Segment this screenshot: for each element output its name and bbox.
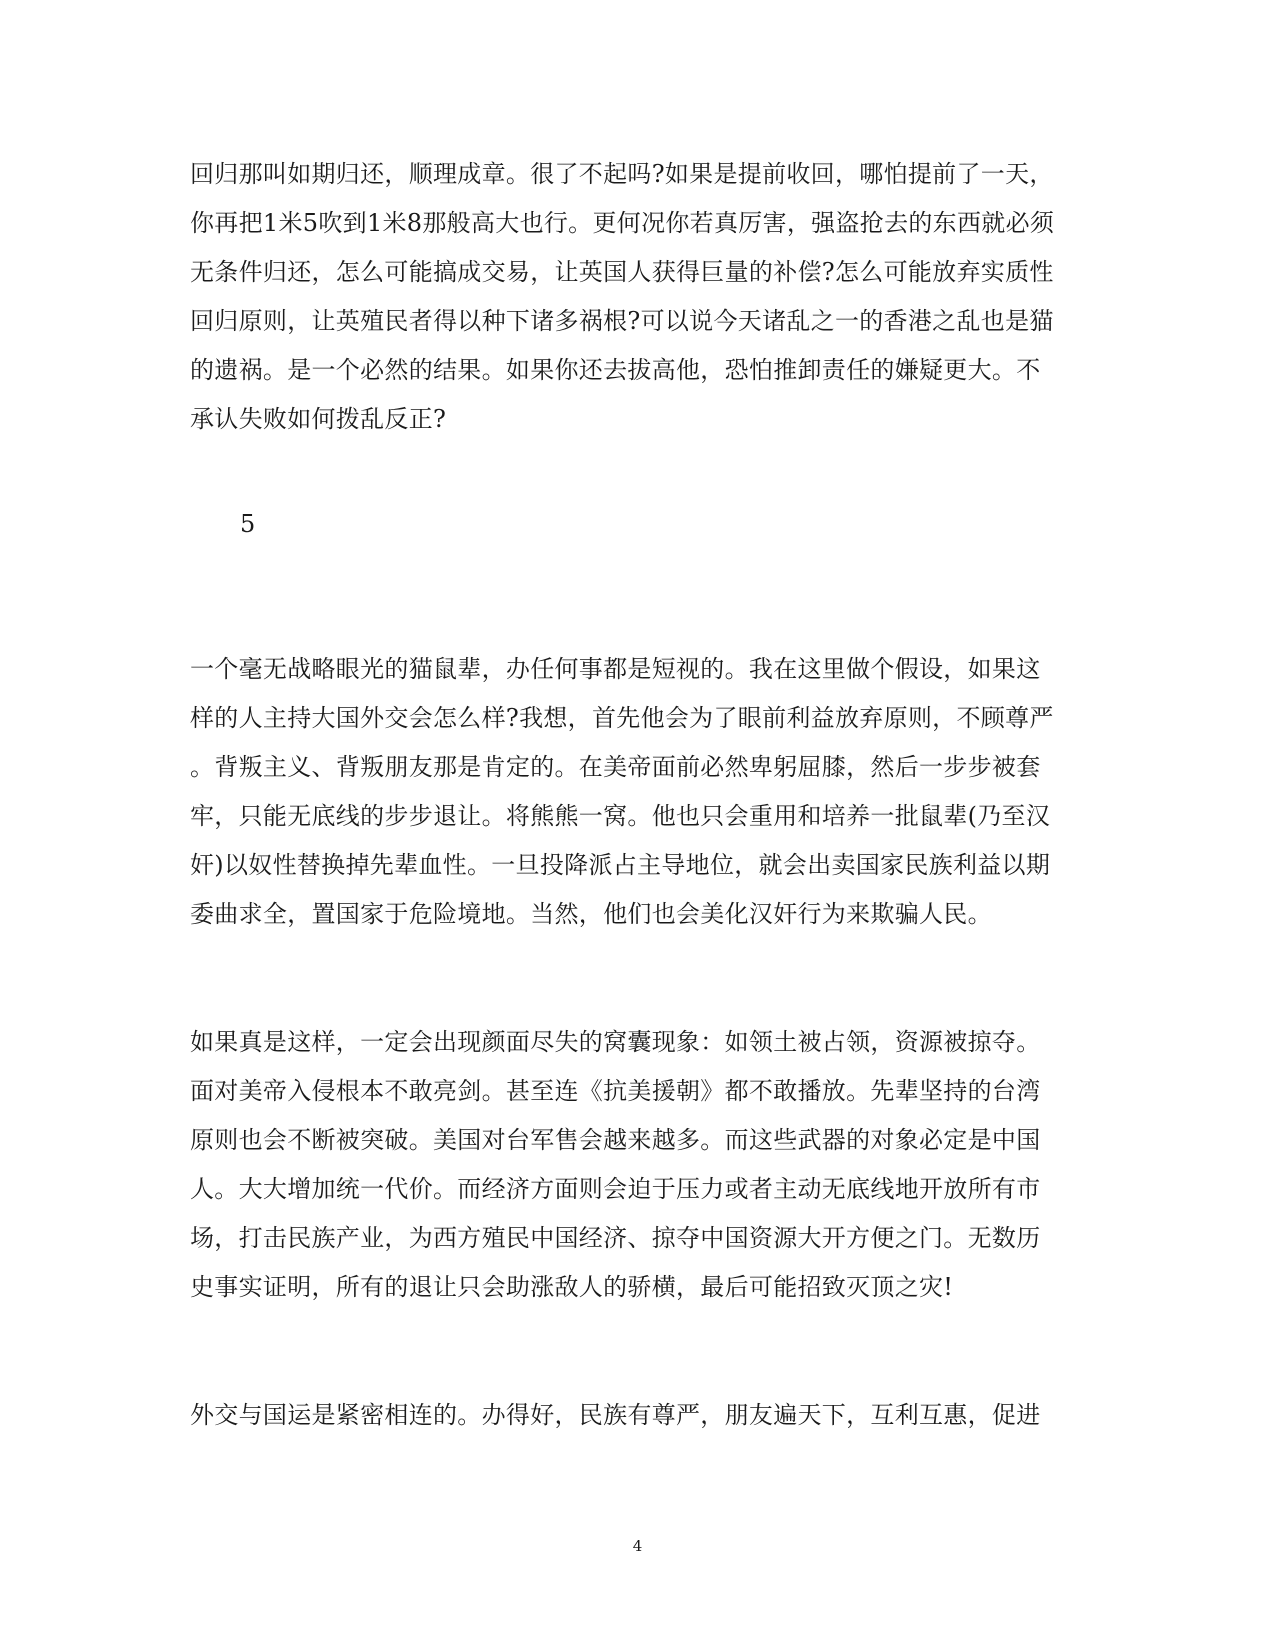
paragraph-3 (190, 1018, 1090, 1312)
paragraph-4 (190, 1391, 1090, 1440)
page-number: 4 (632, 1537, 643, 1555)
section-number: 5 (240, 510, 256, 538)
text-line: 一个毫无战略眼光的猫鼠辈，办任何事都是短视的。我在这里做个假设，如果这 (190, 655, 1041, 683)
text-line: 无条件归还，怎么可能搞成交易，让英国人获得巨量的补偿?怎么可能放弃实质性 (190, 258, 1054, 286)
text-line: 场，打击民族产业，为西方殖民中国经济、掠夺中国资源大开方便之门。无数历 (190, 1224, 1041, 1252)
text-line: 。背叛主义、背叛朋友那是肯定的。在美帝面前必然卑躬屈膝，然后一步步被套 (190, 753, 1041, 781)
text-line: 奸)以奴性替换掉先辈血性。一旦投降派占主导地位，就会出卖国家民族利益以期 (190, 851, 1051, 879)
text-line: 的遗祸。是一个必然的结果。如果你还去拔高他，恐怕推卸责任的嫌疑更大。不 (190, 356, 1041, 384)
paragraph-1 (190, 150, 1090, 444)
text-line: 你再把1米5吹到1米8那般高大也行。更何况你若真厉害，强盗抢去的东西就必须 (190, 209, 1055, 237)
text-line: 史事实证明，所有的退让只会助涨敌人的骄横，最后可能招致灭顶之灾! (190, 1273, 954, 1301)
text-line: 原则也会不断被突破。美国对台军售会越来越多。而这些武器的对象必定是中国 (190, 1126, 1041, 1154)
text-line: 外交与国运是紧密相连的。办得好，民族有尊严，朋友遍天下，互利互惠，促进 (190, 1401, 1041, 1429)
text-line: 回归那叫如期归还，顺理成章。很了不起吗?如果是提前收回，哪怕提前了一天， (190, 160, 1054, 188)
text-line: 面对美帝入侵根本不敢亮剑。甚至连《抗美援朝》都不敢播放。先辈坚持的台湾 (190, 1077, 1041, 1105)
paragraph-2 (190, 645, 1090, 939)
text-line: 承认失败如何拨乱反正? (190, 405, 447, 433)
text-line: 样的人主持大国外交会怎么样?我想，首先他会为了眼前利益放弃原则，不顾尊严 (190, 704, 1054, 732)
text-line: 委曲求全，置国家于危险境地。当然，他们也会美化汉奸行为来欺骗人民。 (190, 900, 992, 928)
text-line: 回归原则，让英殖民者得以种下诸多祸根?可以说今天诸乱之一的香港之乱也是猫 (190, 307, 1054, 335)
text-line: 如果真是这样，一定会出现颜面尽失的窝囊现象：如领土被占领，资源被掠夺。 (190, 1028, 1041, 1056)
text-line: 牢，只能无底线的步步退让。将熊熊一窝。他也只会重用和培养一批鼠辈(乃至汉 (190, 802, 1051, 830)
text-line: 人。大大增加统一代价。而经济方面则会迫于压力或者主动无底线地开放所有市 (190, 1175, 1041, 1203)
